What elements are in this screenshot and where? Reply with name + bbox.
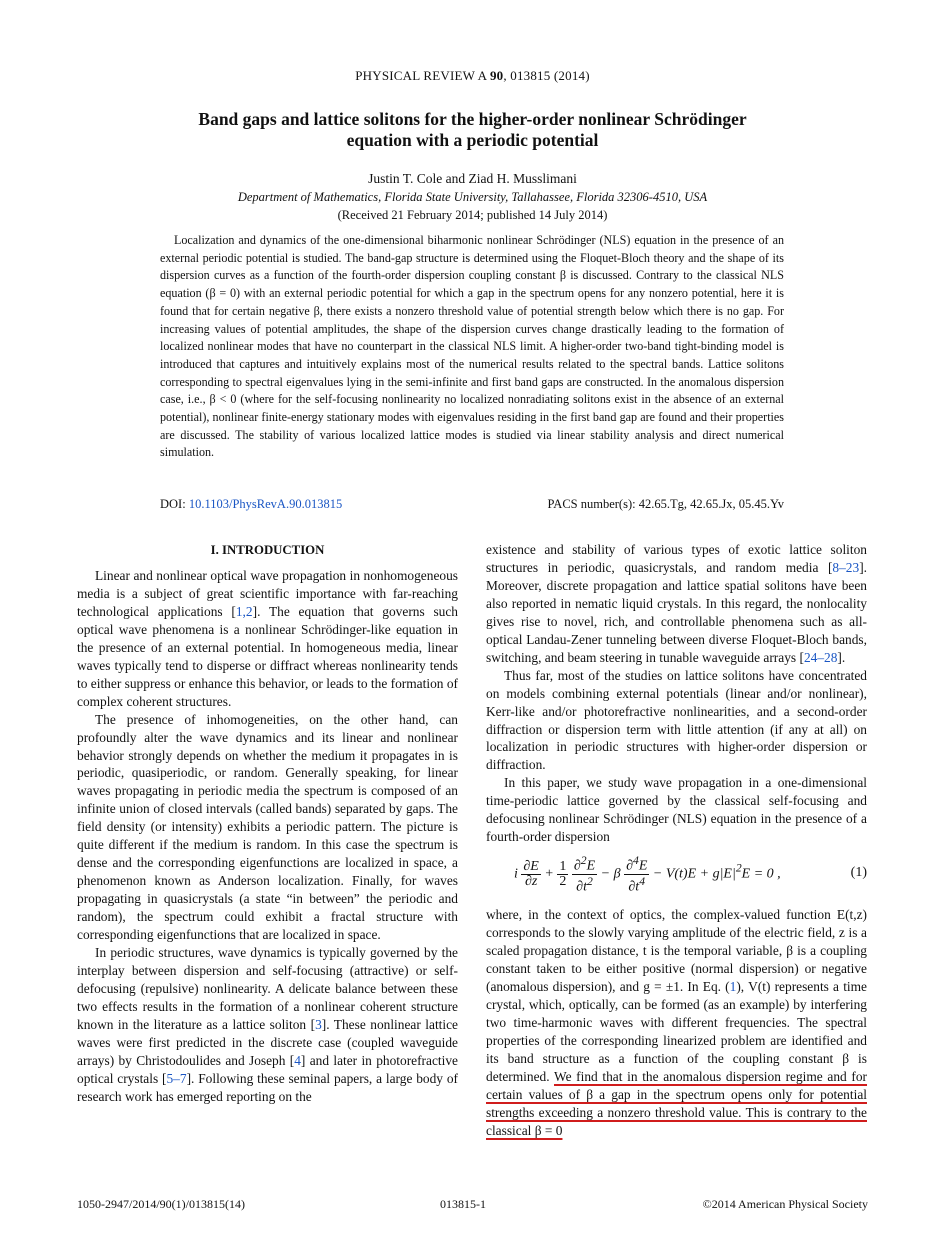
doi-line (160, 497, 784, 512)
footer-issn: 1050-2947/2014/90(1)/013815(14) (77, 1197, 245, 1211)
section-heading: I. INTRODUCTION (210, 543, 325, 557)
paragraph-r2: Thus far, most of the studies on lattice solitons have concentrated on models combining external potentials (linear and/or nonlinear), Kerr-like and/or photorefractive nonlinearities, and a second-order diffraction or dispersion term with little attention (if any at all) on localization in periodic structures with higher-order dispersion or diffraction. (486, 667, 867, 773)
received-date: (Received 21 February 2014; published 14 July 2014) (337, 208, 608, 222)
doi-label: DOI: (160, 497, 189, 511)
equation-1 (486, 846, 867, 906)
citation-link[interactable]: 1 (729, 979, 737, 995)
citation-link[interactable]: 4 (294, 1052, 301, 1068)
journal-volume: 90 (489, 68, 504, 83)
citation-link[interactable]: 8–23 (832, 559, 860, 575)
authors: Justin T. Cole and Ziad H. Musslimani (368, 171, 577, 186)
equation-body: i $\frac{\partial E}{\partial z}$ + $\frac{1}{2}$ $\frac{\partial^2E}{\partial t^2}$ − β $\frac{\partial^4E}{\partial t^4}$ − $V(t)E + g|E|^2E = 0$ , (514, 854, 781, 895)
equation-number: (1) (850, 865, 867, 881)
citation-link[interactable]: 5–7 (166, 1070, 187, 1086)
paper-title: Band gaps and lattice solitons for the higher-order nonlinear Schrödinger equation with a periodic potential (198, 109, 747, 150)
doi-link[interactable]: 10.1103/PhysRevA.90.013815 (188, 497, 343, 511)
paragraph-r1: existence and stability of various types of exotic lattice soliton structures in periodic, quasicrystals, and random media [8–23]. Moreover, discrete propagation and lattice spatial solitons have been also reported in nematic liquid crystals. In this regard, the nonlocality gives rise to novel, rich, and controllable phenomena such as all-optical Landau-Zener tunneling between diverse Floquet-Bloch bands, switching, and beam steering in tunable waveguide arrays [24–28]. (486, 542, 867, 665)
affiliation: Department of Mathematics, Florida State University, Tallahassee, Florida 32306-4510, USA (237, 190, 708, 204)
paragraph-3: In periodic structures, wave dynamics is typically governed by the interplay between dispersion and self-focusing (attractive) or self-defocusing (repulsive) nonlinearity. A delicate balance between these two effects results in the formation of a nonlinear coherent structure known in the literature as a lattice soliton [3]. These nonlinear lattice waves were first predicted in the discrete case (coupled waveguide arrays) by Christodoulides and Joseph [4] and later in photorefractive optical crystals [5–7]. Following these seminal papers, a large body of research work has emerged reporting on the (77, 945, 458, 1104)
paragraph-1: Linear and nonlinear optical wave propagation in nonhomogeneous media is a subject of great scientific importance with far-reaching technological applications [1,2]. The equation that governs such optical wave phenomena is a nonlinear Schrödinger-like equation in the presence of an external potential. In homogeneous media, linear waves typically tend to disperse or diffract whereas nonlinearity tends to either suppress or enhance this behavior, or leads to the formation of complex coherent structures. (77, 568, 459, 709)
paragraph-r3: In this paper, we study wave propagation in a one-dimensional time-periodic lattice governed by the classical self-focusing and defocusing nonlinear Schrödinger (NLS) equation in the presence of a fourth-order dispersion (486, 775, 867, 845)
footer-copyright: ©2014 American Physical Society (702, 1197, 868, 1211)
highlighted-text: We find that in the anomalous dispersion regime and for certain values of β a gap in the spectrum opens only for potential strengths exceeding a nonzero threshold value. This is contrary to the classical β = 0 (486, 1068, 868, 1138)
citation-link[interactable]: 1,2 (235, 603, 253, 619)
journal-name: PHYSICAL REVIEW A (355, 68, 487, 83)
paragraph-2: The presence of inhomogeneities, on the other hand, can profoundly alter the wave dynamics and its linear and nonlinear behavior strongly depends on whether the medium it propagates in is periodic, quasiperiodic, or random. Generally speaking, for linear waves propagating in periodic media the spectrum is composed of an infinite union of closed intervals (called bands) separated by gaps. The field density (or intensity) exhibits a periodic pattern. The picture is quite different if the medium is random. In this case the spectrum is dense and the corresponding eigenfunctions are localized in space, a phenomenon known as Anderson localization. Finally, for waves propagating in quasicrystals (a state “in between” the periodic and random), the spectrum could exhibit a fractal structure with corresponding eigenfunctions that are localized in space. (77, 711, 458, 943)
running-head (0, 68, 945, 84)
paragraph-r4: where, in the context of optics, the complex-valued function E(t,z) corresponds to the slowly varying amplitude of the electric field, z is a scaled propagation distance, t is the temporal variable, β is a coupling constant taken to be either positive (normal dispersion) or negative (anomalous dispersion), and g = ±1. In Eq. (1), V(t) represents a time crystal, which, optically, can be formed (as an example) by interfering two time-harmonic waves with different frequencies. The spectral properties of the corresponding linearized problem are identified and its band structure as a function of the coupling constant β is determined. We find that in the anomalous dispersion regime and for certain values of β a gap in the spectrum opens only for potential strengths exceeding a nonzero threshold value. This is contrary to the classical β = 0 (486, 907, 868, 1138)
footer-page-number: 013815-1 (440, 1197, 486, 1211)
left-column (77, 541, 458, 1106)
abstract: Localization and dynamics of the one-dimensional biharmonic nonlinear Schrödinger (NLS) equation in the presence of an external periodic potential is studied. The band-gap structure is determined using the Floquet-Bloch theory and the shape of its dispersion curves as a function of the fourth-order dispersion coupling constant β is discussed. Contrary to the classical NLS equation (β = 0) with an external periodic potential for which a gap in the spectrum opens for any nonzero potential, here it is found that for certain negative β, there exists a nonzero threshold value of potential strength below which there is no gap. For increasing values of potential amplitudes, the shape of the dispersion curves change drastically leading to the formation of localized nonlinear modes that have no counterpart in the classical NLS limit. A higher-order two-band tight-binding model is introduced that captures and intuitively explains most of the numerical results related to the spectral bands. Lattice solitons corresponding to spectral eigenvalues lying in the semi-infinite and first band gaps are constructed. In the anomalous dispersion case, i.e., β < 0 (where for the self-focusing nonlinearity no localized nonradiating solitons exist in the absence of an external potential), nonlinear finite-energy stationary modes with eigenvalues residing in the first band gap are found and their properties are discussed. The stability of various localized lattice modes is studied via linear stability analysis and direct numerical simulation. (160, 233, 784, 460)
right-column (486, 541, 867, 1140)
pacs-numbers: PACS number(s): 42.65.Tg, 42.65.Jx, 05.45.Yv (547, 497, 784, 511)
citation-link[interactable]: 24–28 (803, 649, 838, 665)
article-number: , 013815 (2014) (503, 68, 590, 83)
citation-link[interactable]: 3 (315, 1016, 322, 1032)
